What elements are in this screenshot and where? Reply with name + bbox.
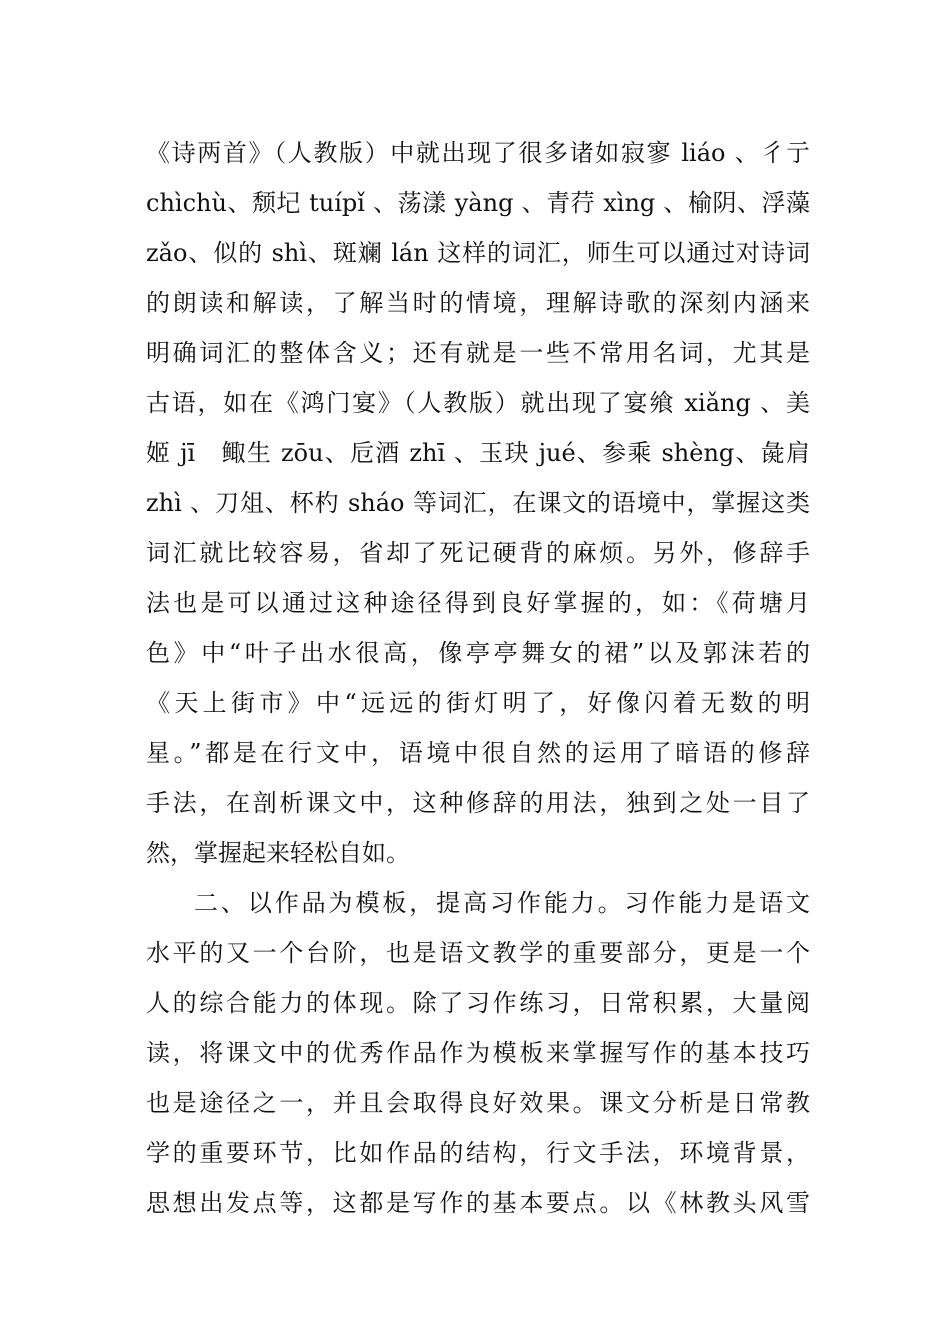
text-line: 星。”都是在行文中，语境中很自然的运用了暗语的修辞 (146, 739, 810, 767)
text-line: 人的综合能力的体现。除了习作练习，日常积累，大量阅 (146, 989, 810, 1017)
text-line: 然，掌握起来轻松自如。 (146, 839, 410, 867)
text-line: chìchù、颓圮 tuípǐ 、荡漾 yàng 、青荇 xìng 、榆阴、浮藻 (146, 189, 810, 217)
text-line: zǎo、似的 shì、斑斓 lán 这样的词汇，师生可以通过对诗词 (146, 239, 810, 267)
text-line: 古语，如在《鸿门宴》（人教版）就出现了宴飨 xiǎng 、美 (146, 389, 810, 417)
text-line: 读，将课文中的优秀作品作为模板来掌握写作的基本技巧 (146, 1039, 810, 1067)
text-line: 明确词汇的整体含义；还有就是一些不常用名词，尤其是 (146, 339, 810, 367)
text-line: 词汇就比较容易，省却了死记硬背的麻烦。另外，修辞手 (146, 539, 810, 567)
text-line: 法也是可以通过这种途径得到良好掌握的，如：《荷塘月 (146, 589, 810, 617)
document-body (146, 128, 810, 1228)
text-line: 《诗两首》（人教版）中就出现了很多诸如寂寥 liáo 、彳亍 (146, 139, 810, 167)
text-line: 也是途径之一，并且会取得良好效果。课文分析是日常教 (146, 1089, 810, 1117)
text-line: 手法，在剖析课文中，这种修辞的用法，独到之处一目了 (146, 789, 810, 817)
text-line: 水平的又一个台阶，也是语文教学的重要部分，更是一个 (146, 939, 810, 967)
text-line: 学的重要环节，比如作品的结构，行文手法，环境背景， (146, 1139, 810, 1167)
text-line: 的朗读和解读，了解当时的情境，理解诗歌的深刻内涵来 (146, 289, 810, 317)
text-line: 思想出发点等，这都是写作的基本要点。以《林教头风雪 (146, 1189, 810, 1217)
text-line: 《天上街市》中“远远的街灯明了，好像闪着无数的明 (146, 689, 810, 717)
text-line: 二、以作品为模板，提高习作能力。习作能力是语文 (194, 889, 810, 917)
text-line: zhì 、刀俎、杯杓 sháo 等词汇，在课文的语境中，掌握这类 (146, 489, 810, 517)
text-line: 色》中“叶子出水很高，像亭亭舞女的裙”以及郭沫若的 (146, 639, 810, 667)
text-line: 姬 jī 鲰生 zōu、卮酒 zhī 、玉玦 jué、参乘 shèng、彘肩 (146, 439, 810, 467)
